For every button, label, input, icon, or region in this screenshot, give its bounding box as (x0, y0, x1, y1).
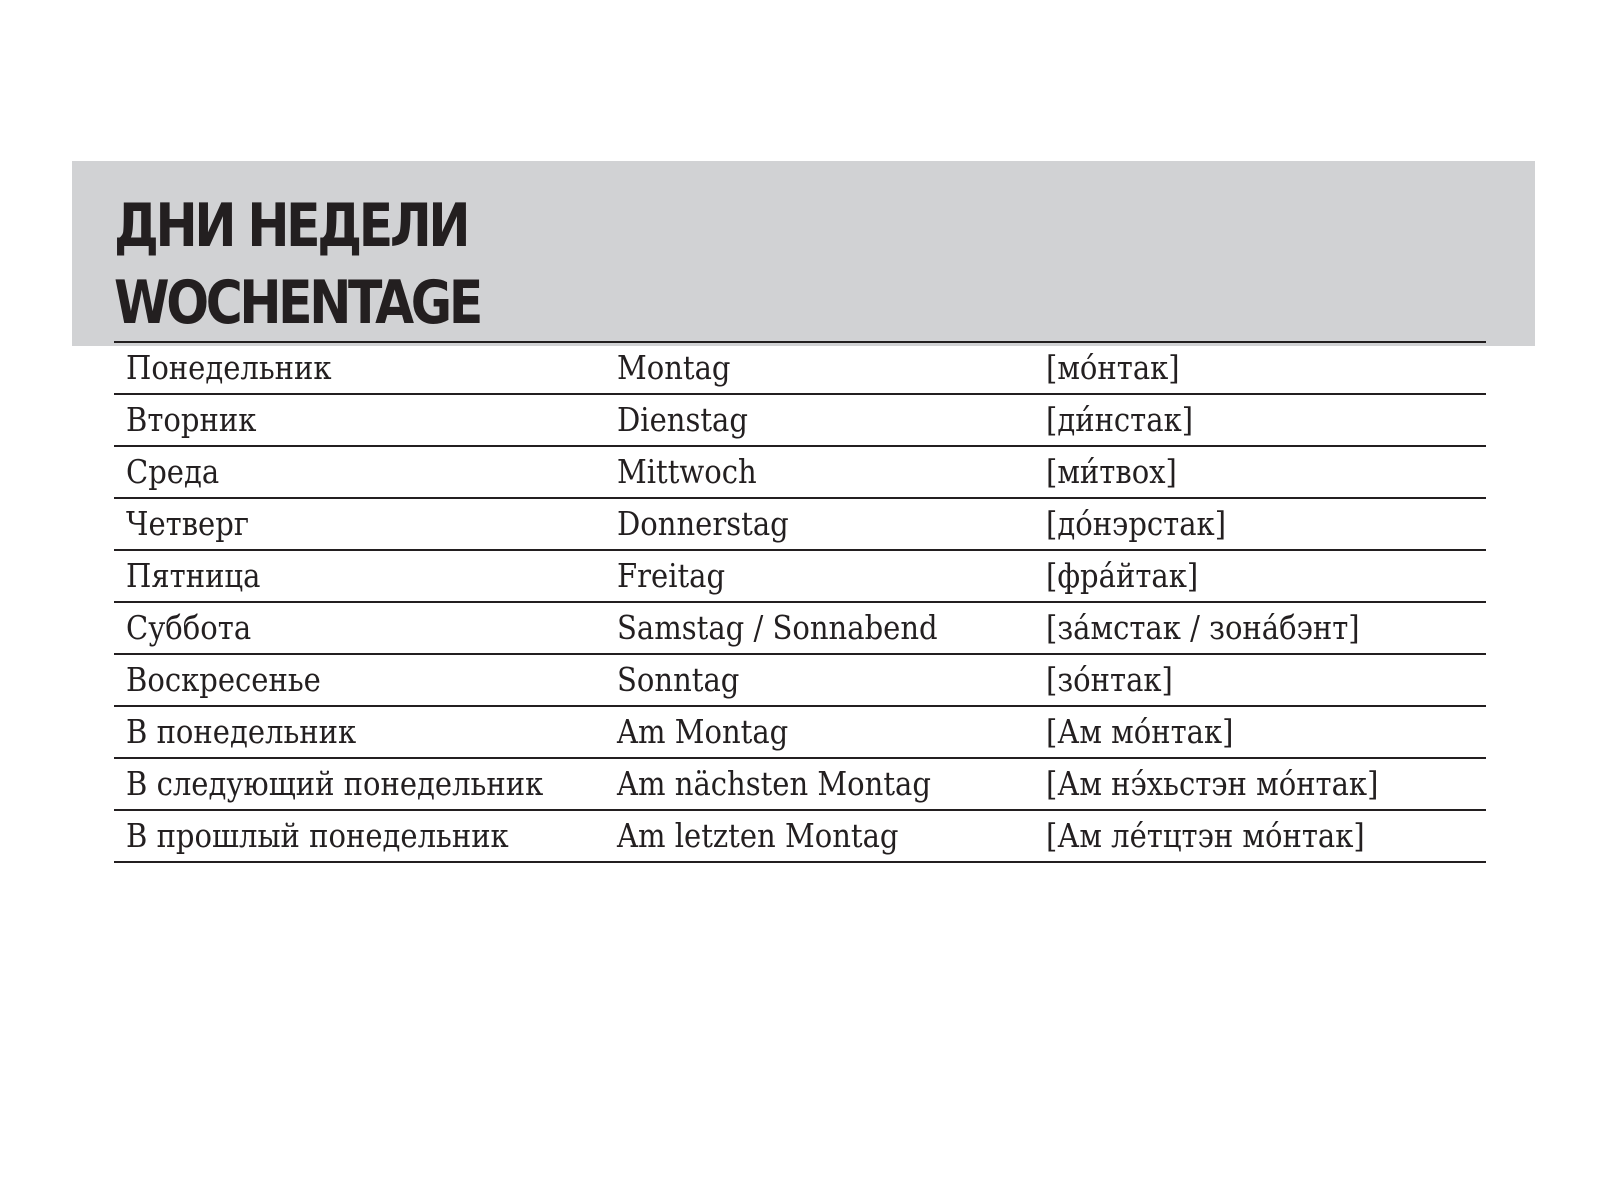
russian-cell: Четверг (114, 498, 605, 550)
russian-cell: Суббота (114, 602, 605, 654)
german-cell: Am Montag (605, 706, 1034, 758)
transcription-cell: [Ам нэ́хьстэн мо́нтак] (1034, 758, 1486, 810)
table-row (114, 342, 1486, 394)
german-cell: Sonntag (605, 654, 1034, 706)
table-row (114, 706, 1486, 758)
transcription-cell: [до́нэрстак] (1034, 498, 1486, 550)
russian-cell: В следующий понедельник (114, 758, 605, 810)
table-row (114, 602, 1486, 654)
table-row (114, 446, 1486, 498)
table-row (114, 550, 1486, 602)
russian-cell: В понедельник (114, 706, 605, 758)
german-cell: Donnerstag (605, 498, 1034, 550)
weekdays-table (114, 341, 1486, 863)
russian-cell: Воскресенье (114, 654, 605, 706)
table-row (114, 654, 1486, 706)
german-cell: Freitag (605, 550, 1034, 602)
transcription-cell: [Ам ле́тцтэн мо́нтак] (1034, 810, 1486, 862)
transcription-cell: [зо́нтак] (1034, 654, 1486, 706)
transcription-cell: [фра́йтак] (1034, 550, 1486, 602)
transcription-cell: [ми́твох] (1034, 446, 1486, 498)
transcription-cell: [ди́нстак] (1034, 394, 1486, 446)
table-row (114, 394, 1486, 446)
transcription-cell: [за́мстак / зона́бэнт] (1034, 602, 1486, 654)
german-cell: Am nächsten Montag (605, 758, 1034, 810)
german-cell: Am letzten Montag (605, 810, 1034, 862)
russian-cell: Пятница (114, 550, 605, 602)
german-cell: Dienstag (605, 394, 1034, 446)
russian-cell: Среда (114, 446, 605, 498)
russian-cell: Понедельник (114, 342, 605, 394)
table-row (114, 810, 1486, 862)
german-cell: Montag (605, 342, 1034, 394)
german-cell: Mittwoch (605, 446, 1034, 498)
title-russian: ДНИ НЕДЕЛИ (114, 191, 468, 261)
russian-cell: Вторник (114, 394, 605, 446)
title-german: WOCHENTAGE (114, 268, 480, 338)
page-title (114, 188, 480, 342)
table-row (114, 758, 1486, 810)
transcription-cell: [мо́нтак] (1034, 342, 1486, 394)
transcription-cell: [Ам мо́нтак] (1034, 706, 1486, 758)
table-row (114, 498, 1486, 550)
russian-cell: В прошлый понедельник (114, 810, 605, 862)
german-cell: Samstag / Sonnabend (605, 602, 1034, 654)
